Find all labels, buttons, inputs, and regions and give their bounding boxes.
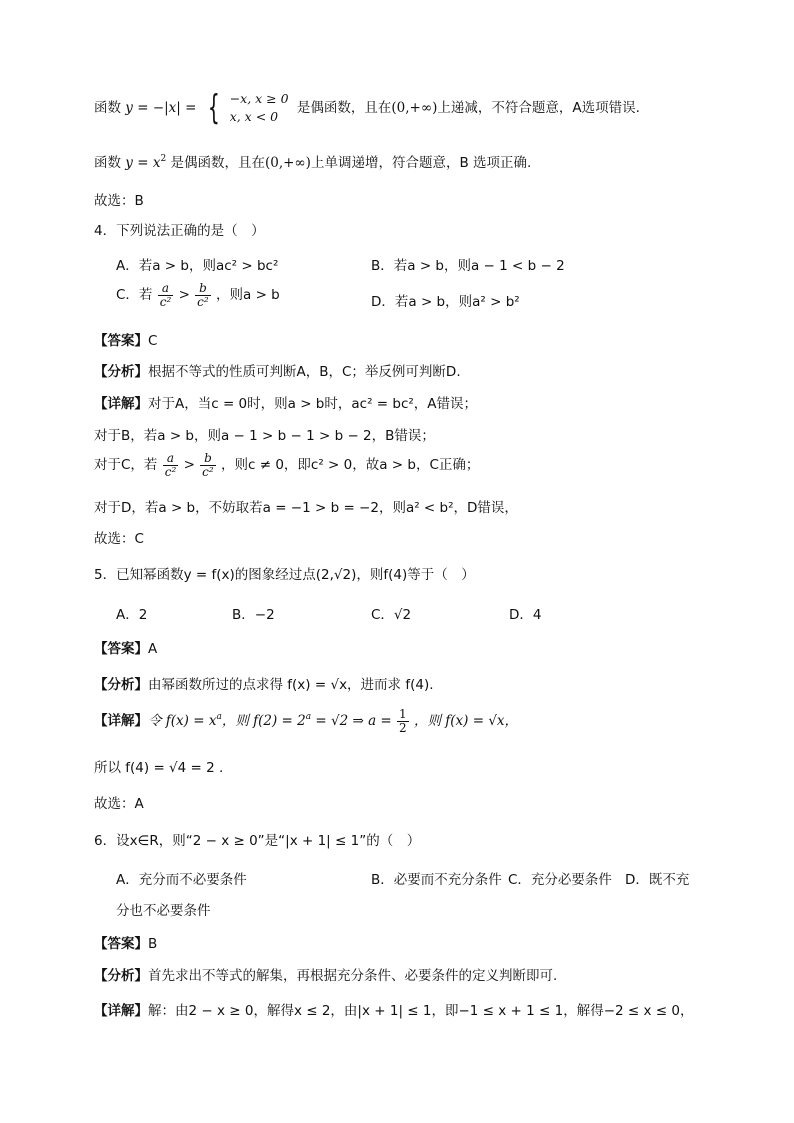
q4-choice: 故选：C — [94, 531, 144, 547]
q5-detail-1: 【详解】令 $f(x) = x^a$，则 $f(2) = 2^a = √2$ ⇒ a = $\frac{1}{2}$ ，则 f(x) = √x， — [94, 707, 519, 735]
q5-detail-2: 所以 f(4) = √4 = 2 . — [94, 760, 224, 776]
fraction: $\frac{b}{\text{c²}}$ — [202, 451, 214, 479]
q4-analysis: 【分析】根据不等式的性质可判断A，B，C；举反例可判断D. — [94, 364, 461, 380]
q6-option-c: C．充分必要条件 — [508, 872, 612, 888]
q3-line-1: 函数 y = −|x| = { −x, x ≥ 0 x, x < 0 是偶函数，且在(0,+∞)上递减，不符合题意，A选项错误. — [94, 88, 640, 129]
q4-option-d: D．若a > b，则a² > b² — [371, 294, 520, 310]
fraction: $\frac{1}{2}$ — [399, 707, 407, 735]
q4-option-b: B．若a > b，则a − 1 < b − 2 — [371, 258, 565, 274]
q6-stem: 6．设x∈R，则“2 − x ≥ 0”是“|x + 1| ≤ 1”的（ ） — [94, 833, 421, 849]
q6-option-d-continued: 分也不必要条件 — [116, 903, 211, 919]
fraction: $\frac{a}{\text{c²}}$ — [159, 281, 172, 309]
q4-detail-1: 【详解】对于A，当c = 0时，则a > b时，ac² = bc²，A错误； — [94, 396, 478, 412]
q3-line-2: 函数 $y = x^2$ 是偶函数，且在(0,+∞)上单调递增，符合题意，B 选项正确. — [94, 154, 532, 171]
q6-option-d: D．既不充 — [625, 872, 690, 888]
q6-answer: 【答案】B — [94, 936, 158, 952]
q5-choice: 故选：A — [94, 796, 144, 812]
q4-stem: 4．下列说法正确的是（ ） — [94, 223, 265, 239]
q4-detail-2: 对于B，若a > b，则a − 1 > b − 1 > b − 2，B错误； — [94, 428, 435, 444]
q5-option-c: C．√2 — [371, 607, 412, 623]
q4-option-c: C．若 $\frac{a}{\text{c²}}$ > $\frac{b}{\text{c²}}$ ，则a > b — [116, 281, 280, 309]
piecewise-cases: −x, x ≥ 0 x, x < 0 — [229, 91, 289, 125]
q5-analysis: 【分析】由幂函数所过的点求得 f(x) = √x，进而求 f(4). — [94, 677, 434, 693]
q6-option-a: A．充分而不必要条件 — [116, 872, 247, 888]
fraction: $\frac{b}{\text{c²}}$ — [197, 281, 209, 309]
q5-option-d: D．4 — [509, 607, 542, 623]
q4-answer: 【答案】C — [94, 333, 158, 349]
q4-detail-4: 对于D，若a > b，不妨取若a = −1 > b = −2，则a² < b²，D错误， — [94, 500, 518, 516]
q5-stem: 5．已知幂函数y = f(x)的图象经过点(2,√2)，则f(4)等于（ ） — [94, 567, 475, 583]
q3-choice: 故选：B — [94, 193, 144, 209]
brace: { — [207, 88, 220, 129]
q6-detail: 【详解】解：由2 − x ≥ 0，解得x ≤ 2，由|x + 1| ≤ 1，即−1 ≤ x + 1 ≤ 1，解得−2 ≤ x ≤ 0， — [94, 1003, 694, 1019]
q4-option-a: A．若a > b，则ac² > bc² — [116, 258, 279, 274]
q6-option-b: B．必要而不充分条件 — [371, 872, 502, 888]
q5-option-a: A．2 — [116, 607, 148, 623]
q5-answer: 【答案】A — [94, 641, 158, 657]
q4-detail-3: 对于C，若 $\frac{a}{\text{c²}}$ > $\frac{b}{\text{c²}}$ ，则c ≠ 0，即c² > 0，故a > b，C正确； — [94, 451, 480, 479]
q5-option-b: B．−2 — [232, 607, 275, 623]
q6-analysis: 【分析】首先求出不等式的解集，再根据充分条件、必要条件的定义判断即可. — [94, 968, 558, 984]
fraction: $\frac{a}{\text{c²}}$ — [164, 451, 177, 479]
